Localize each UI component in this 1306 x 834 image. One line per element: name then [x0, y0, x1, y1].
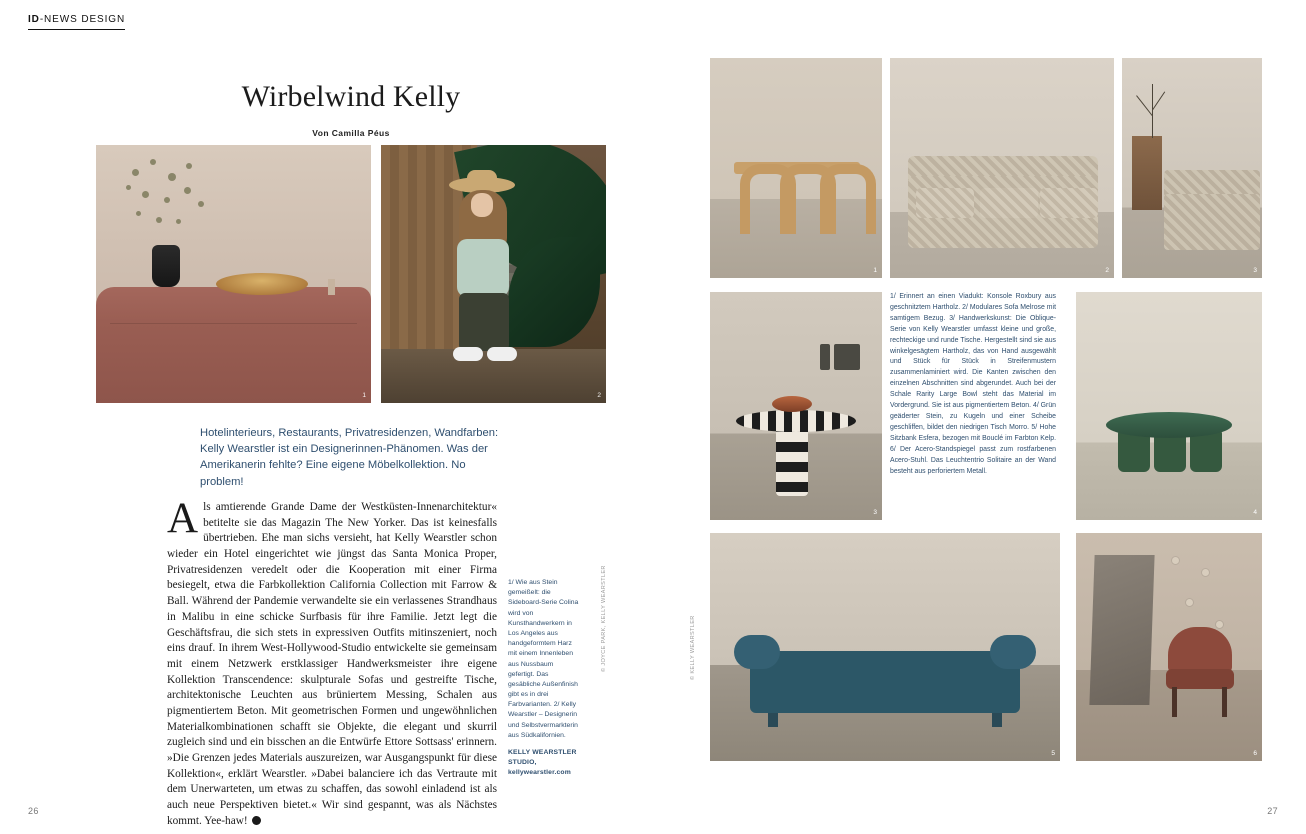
photo-esfera-bench	[710, 533, 1060, 761]
solitaire-lamp-icon	[1172, 557, 1179, 564]
table-base-striped	[776, 422, 808, 496]
table-top-striped	[736, 410, 856, 432]
table-green-disc	[1106, 412, 1232, 438]
body-text: ls amtierende Grande Dame der Westküsten-Innenarchitektur« betitelte sie das Magazin The New Yorker. Das ist keinesfalls übertrieben. Ehe man sichs versieht, hat Kelly Wearstler schon wieder ein Hotel eingerichtet wie jüngst das Santa Monica Proper, Privatresidenzen veredelt oder die Kooperation mit einer Firma besiegelt, etwa die Farbkollektion California Collection mit Farrow & Ball. Während der Pandemie verwandelte sie ein verlassenes Strandhaus in Malibu in eine schicke Surfbasis für ihre Familie. Jetzt legt die Geschäftsfrau, die sich stets in expressiven Outfits mitinszeniert, noch eins drauf. In ihrem West-Hollywood-Studio entwickelte sie gemeinsam mit einem Netzwerk erstklassiger Handwerksmeister ihre eigene Kollektion Transcendence: skulpturale Sofas und gestreifte Tische, architektonische Leuchten aus brüniertem Messing, Schalen aus pigmentiertem Beton. Mit geometrischen Formen und ungewöhnlichen Materialkombinationen schafft sie Objekte, die elegant und skurril zugleich sind und ein bisschen an die Entwürfe Ettore Sottsass' erinnern. »Die Grenzen jedes Materials auszureizen, war Ausgangspunkt für diese Kollektion«, erklärt Wearstler. »Dabei balanciere ich das Vertraute mit dem Unerwarteten, um etwas zu schaffen, das sowohl einladend ist als auch neue Perspektiven bietet.« Wir sind gespannt, was als Nächstes kommt. Yee-haw!	[167, 501, 497, 827]
page-number-left: 26	[28, 806, 39, 816]
photo-morro-low-table	[1076, 292, 1262, 520]
sofa-cushion	[916, 188, 974, 218]
console-object	[734, 162, 860, 234]
solitaire-lamp-icon	[1186, 599, 1193, 606]
brass-plate	[216, 273, 308, 295]
bench-bolster-left	[734, 635, 780, 669]
studio-website[interactable]: kellywearstler.com	[508, 769, 571, 777]
kicker-rest: -NEWS DESIGN	[39, 14, 126, 25]
photo-credit-left: © JOYCE PARK, KELLY WEARSTLER	[601, 565, 607, 672]
wall-panel	[834, 344, 860, 370]
left-caption-text: 1/ Wie aus Stein gemeißelt: die Sideboard-Serie Colina wird von Kunsthandwerkern in Los Angeles aus handgeformtem Harz mit einem Innenleben aus Nussbaum gefertigt. Das gesäbliche Außenfinish gibt es in drei Farbvarianten. 2/ Kelly Wearstler – Designerin und Selbstvermarkterin aus Südkalifornien.	[508, 579, 579, 739]
photo-background	[1076, 292, 1262, 520]
photo-credit-right: © KELLY WEARSTLER	[690, 615, 696, 680]
acero-floor-mirror	[1089, 555, 1154, 705]
bench-bolster-right	[990, 635, 1036, 669]
photo-number: 5	[1051, 750, 1055, 757]
candle	[328, 279, 335, 295]
page-number-right: 27	[1267, 806, 1278, 816]
black-vase	[152, 245, 180, 287]
photo-number: 3	[1253, 267, 1257, 274]
photo-sideboard-colina	[96, 145, 371, 403]
photo-number: 6	[1253, 750, 1257, 757]
photo-acero-chair-mirror	[1076, 533, 1262, 761]
photo-daybed-module	[1122, 58, 1262, 278]
rarity-bowl	[772, 396, 812, 412]
article-head	[96, 70, 606, 138]
drop-cap: A	[167, 495, 199, 542]
photo-kelly-wearstler-portrait	[381, 145, 606, 403]
byline: Von Camilla Péus	[312, 128, 390, 138]
photo-number: 2	[597, 392, 601, 399]
left-photo-row	[96, 145, 606, 403]
bench-foot	[992, 711, 1002, 727]
sideboard-object	[96, 287, 371, 403]
photo-console-roxbury	[710, 58, 882, 278]
photo-number: 3	[873, 509, 877, 516]
sofa-cushion	[1040, 188, 1098, 218]
bench-seat	[750, 651, 1020, 713]
photo-oblique-striped-table	[710, 292, 882, 520]
acero-chair	[1160, 627, 1240, 719]
solitaire-lamp-icon	[1202, 569, 1209, 576]
wall-panel-secondary	[820, 344, 830, 370]
article-body	[167, 495, 497, 829]
kicker-bold: ID	[28, 14, 40, 25]
studio-line-1: KELLY WEARSTLER	[508, 749, 577, 756]
end-mark	[252, 816, 261, 825]
studio-line-2: STUDIO,	[508, 759, 537, 767]
left-caption-block	[508, 578, 580, 779]
daybed-seat	[1164, 194, 1260, 250]
bench-foot	[768, 711, 778, 727]
sofa-cushion	[980, 188, 1038, 218]
wood-plinth	[1132, 136, 1162, 210]
bouquet-decor	[124, 157, 220, 253]
photo-number: 2	[1105, 267, 1109, 274]
photo-number: 1	[873, 267, 877, 274]
section-kicker	[28, 14, 125, 30]
photo-sofa-melrose	[890, 58, 1114, 278]
lead-paragraph: Hotelinterieurs, Restaurants, Privatresidenzen, Wandfarben: Kelly Wearstler ist ein Designerinnen-Phänomen. Was der Amerikanerin fehlte? Eine eigene Möbelkollektion. No problem!	[200, 427, 499, 488]
portrait-figure	[447, 177, 521, 367]
photo-number: 4	[1253, 509, 1257, 516]
page-title: Wirbelwind Kelly	[241, 80, 461, 113]
right-caption-text: 1/ Erinnert an einen Viadukt: Konsole Roxbury aus geschnitztem Hartholz. 2/ Modulares Sofa Melrose mit samtigem Bezug. 3/ Handwerkskunst: Die Oblique-Serie von Kelly Wearstler umfasst kleine und große, rechteckige und runde Tische. Hergestellt sind sie aus winkelgesägtem Hartholz, das von Hand ausgewählt und Stück für Stück in Streifenmustern zusammenlaminiert wird. Die Kanten zwischen den einzelnen Abschnitten sind abgerundet. Auch bei der Schale Rarity Large Bowl steht das Material im Vordergrund. Sie ist aus pigmentiertem Beton. 4/ Grün geäderter Stein, zu Kugeln und einer Scheibe geschliffen, bildet den niedrigen Tisch Morro. 5/ Hohe Sitzbank Esfera, bezogen mit Bouclé im Farbton Kelp. 6/ Der Acero-Standspiegel passt zum rostfarbenen Acero-Stuhl. Das Leuchtentrio Solitaire an der Wand besteht aus perforiertem Metall.	[890, 293, 1056, 475]
branch-decor	[1136, 84, 1172, 138]
photo-number: 1	[362, 392, 366, 399]
